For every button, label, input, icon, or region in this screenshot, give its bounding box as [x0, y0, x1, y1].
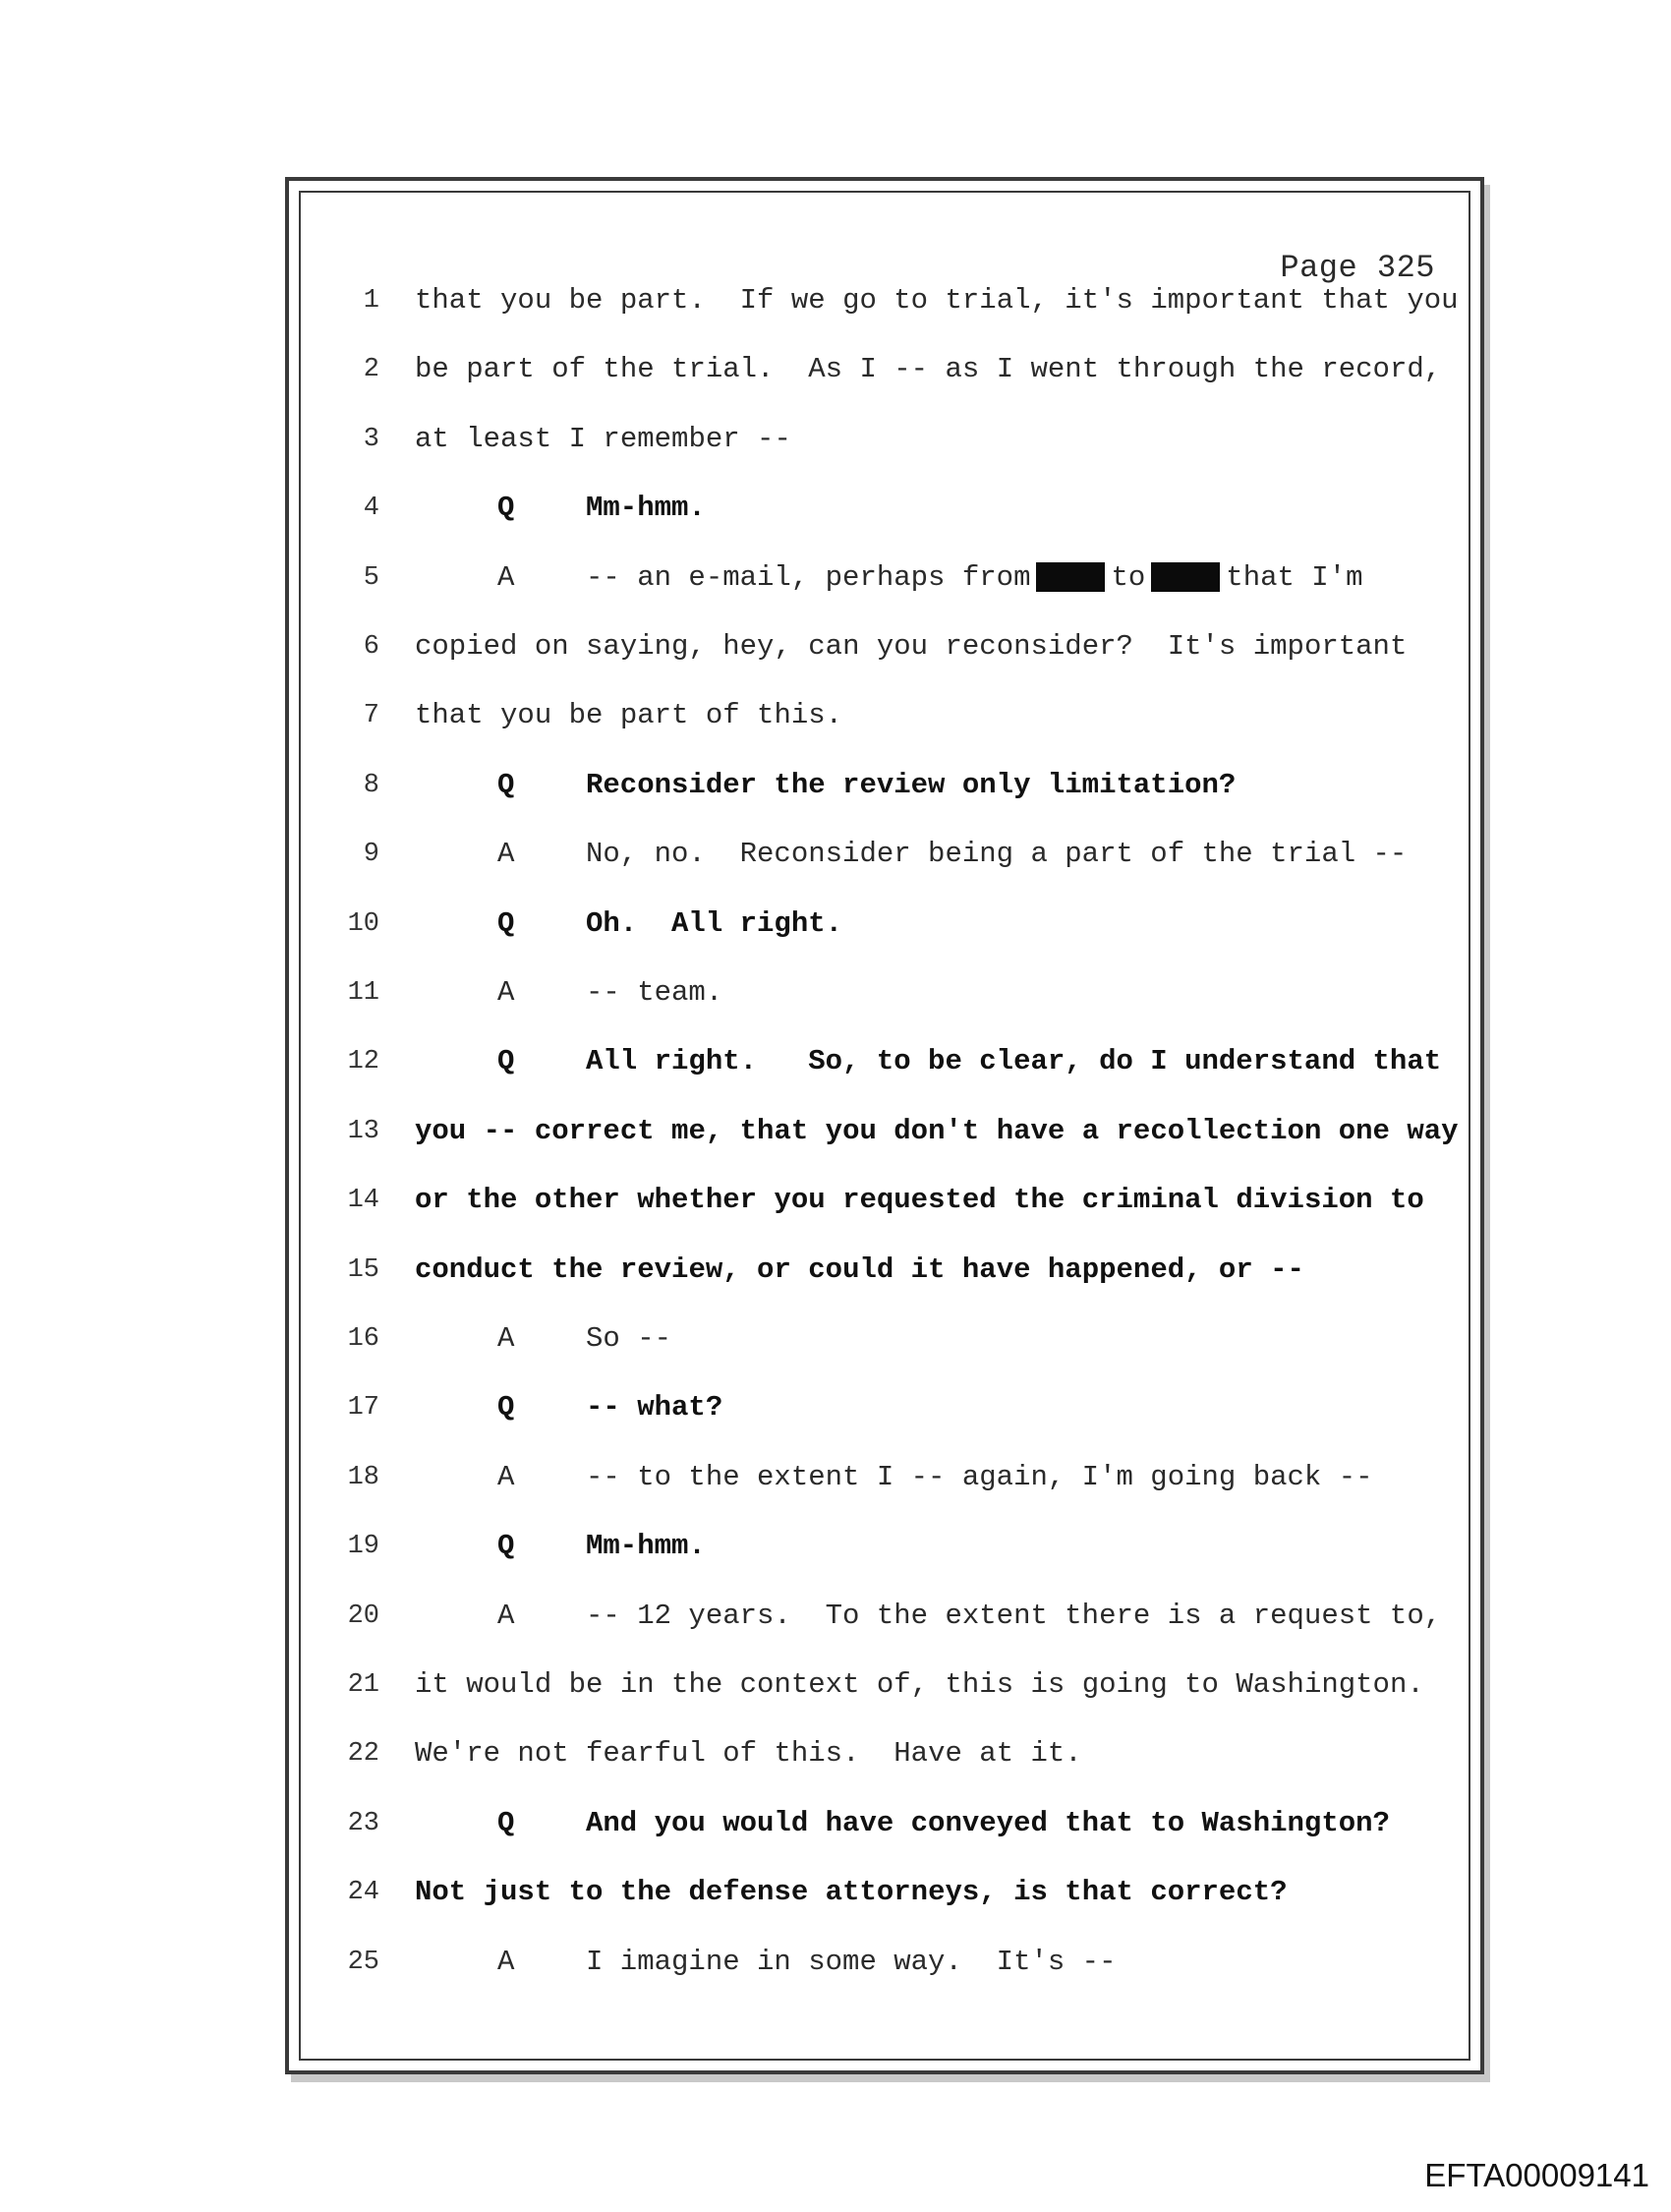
speaker-label: Q	[497, 768, 515, 801]
speaker-label: A	[497, 560, 515, 594]
transcript-line	[301, 1319, 1469, 1359]
line-number: 11	[347, 978, 379, 1008]
line-text-content: Not just to the defense attorneys, is that correct?	[415, 1876, 1288, 1909]
line-text	[415, 281, 1459, 320]
transcript-line	[301, 1804, 1469, 1843]
line-text-content: -- team.	[586, 976, 723, 1009]
transcript-line	[301, 558, 1469, 598]
line-text	[415, 420, 791, 459]
speaker-label: Q	[497, 1045, 515, 1078]
document-id: EFTA00009141	[1424, 2157, 1649, 2193]
transcript-line	[301, 1873, 1469, 1912]
transcript-page-frame	[285, 177, 1484, 2074]
redaction-block	[1151, 562, 1220, 592]
transcript-line	[301, 1042, 1469, 1081]
transcript-line	[301, 973, 1469, 1013]
line-number: 14	[347, 1186, 379, 1216]
redaction-block	[1036, 562, 1105, 592]
speaker-label: Q	[497, 906, 515, 940]
transcript-line	[301, 1597, 1469, 1636]
transcript-line	[301, 1388, 1469, 1427]
line-number: 3	[363, 424, 379, 454]
line-text	[497, 973, 722, 1013]
line-text-content: Oh. All right.	[586, 906, 843, 940]
transcript-line	[301, 904, 1469, 944]
line-number: 8	[363, 770, 379, 800]
line-text-segment: that I'm	[1226, 560, 1363, 594]
line-text	[497, 1388, 722, 1427]
transcript-line	[301, 1734, 1469, 1774]
speaker-label: A	[497, 1945, 515, 1978]
transcript-line	[301, 835, 1469, 874]
line-number: 9	[363, 840, 379, 870]
line-text-content: Mm-hmm.	[586, 492, 706, 525]
line-text-content: We're not fearful of this. Have at it.	[415, 1737, 1082, 1771]
line-number: 15	[347, 1254, 379, 1285]
line-text-content: -- to the extent I -- again, I'm going back --	[586, 1460, 1373, 1493]
line-number: 5	[363, 562, 379, 593]
line-number: 23	[347, 1808, 379, 1838]
line-text	[415, 1181, 1424, 1220]
line-number: 10	[347, 908, 379, 939]
line-text-content: conduct the review, or could it have happened, or --	[415, 1252, 1304, 1286]
transcript-line	[301, 420, 1469, 459]
transcript-line	[301, 489, 1469, 528]
line-text	[497, 1943, 1117, 1982]
line-text	[497, 766, 1236, 805]
transcript-line	[301, 1527, 1469, 1566]
transcript-line	[301, 1251, 1469, 1290]
line-text	[497, 1527, 706, 1566]
line-text	[497, 558, 1363, 598]
line-number: 18	[347, 1462, 379, 1492]
speaker-label: Q	[497, 1530, 515, 1563]
line-text-content: -- what?	[586, 1391, 723, 1425]
line-text	[415, 696, 842, 735]
line-text-content: at least I remember --	[415, 422, 791, 455]
line-text	[415, 1112, 1459, 1151]
line-text-content: you -- correct me, that you don't have a recollection one way	[415, 1114, 1459, 1147]
line-text-content: or the other whether you requested the criminal division to	[415, 1184, 1424, 1217]
line-text-segment: to	[1111, 560, 1146, 594]
line-text-content: No, no. Reconsider being a part of the trial --	[586, 838, 1408, 871]
transcript-line	[301, 1665, 1469, 1705]
line-number: 16	[347, 1324, 379, 1354]
line-text-content: Mm-hmm.	[586, 1530, 706, 1563]
line-text	[497, 489, 706, 528]
transcript-line	[301, 1181, 1469, 1220]
line-number: 24	[347, 1878, 379, 1908]
line-text	[415, 1665, 1424, 1705]
line-number: 21	[347, 1670, 379, 1700]
line-text-content: So --	[586, 1322, 672, 1355]
transcript-line	[301, 627, 1469, 667]
line-text-content: it would be in the context of, this is going to Washington.	[415, 1668, 1424, 1701]
line-number: 6	[363, 632, 379, 662]
line-text-segment: -- an e-mail, perhaps from	[586, 560, 1031, 594]
speaker-label: A	[497, 838, 515, 871]
line-number: 12	[347, 1047, 379, 1077]
line-text-content: I imagine in some way. It's --	[586, 1945, 1117, 1978]
speaker-label: A	[497, 1460, 515, 1493]
line-text-content: -- 12 years. To the extent there is a request to,	[586, 1599, 1442, 1632]
transcript-line	[301, 281, 1469, 320]
line-text	[497, 1804, 1390, 1843]
line-text	[415, 350, 1441, 389]
transcript-line	[301, 1112, 1469, 1151]
transcript-page-inner-border	[299, 191, 1470, 2061]
line-text	[497, 1597, 1441, 1636]
transcript-line	[301, 1458, 1469, 1497]
line-text-content: copied on saying, hey, can you reconsider? It's important	[415, 630, 1408, 663]
line-number: 7	[363, 701, 379, 731]
speaker-label: A	[497, 1599, 515, 1632]
speaker-label: Q	[497, 1391, 515, 1425]
line-number: 22	[347, 1739, 379, 1770]
line-text	[415, 1734, 1082, 1774]
line-text	[497, 904, 842, 944]
line-text-content: that you be part. If we go to trial, it's important that you	[415, 284, 1459, 317]
speaker-label: A	[497, 1322, 515, 1355]
line-text	[415, 1251, 1304, 1290]
line-number: 13	[347, 1116, 379, 1146]
line-text	[497, 1042, 1441, 1081]
transcript-line	[301, 766, 1469, 805]
line-text	[497, 835, 1407, 874]
line-text-content: And you would have conveyed that to Washington?	[586, 1806, 1390, 1839]
line-number: 19	[347, 1532, 379, 1562]
line-number: 4	[363, 494, 379, 524]
line-number: 17	[347, 1393, 379, 1424]
transcript-line	[301, 1943, 1469, 1982]
line-number: 20	[347, 1601, 379, 1631]
transcript-line	[301, 350, 1469, 389]
speaker-label: A	[497, 976, 515, 1009]
line-text	[497, 1458, 1373, 1497]
page-number: Page 325	[1280, 250, 1435, 286]
transcript-line	[301, 696, 1469, 735]
line-text-content: Reconsider the review only limitation?	[586, 768, 1237, 801]
line-text	[415, 1873, 1288, 1912]
line-text	[497, 1319, 671, 1359]
speaker-label: Q	[497, 492, 515, 525]
line-text	[415, 627, 1407, 667]
line-number: 25	[347, 1947, 379, 1977]
line-text-content: that you be part of this.	[415, 699, 843, 732]
line-text-content: be part of the trial. As I -- as I went through the record,	[415, 353, 1442, 386]
line-number: 2	[363, 355, 379, 385]
line-text-content: All right. So, to be clear, do I understand that	[586, 1045, 1442, 1078]
speaker-label: Q	[497, 1806, 515, 1839]
line-number: 1	[363, 286, 379, 316]
